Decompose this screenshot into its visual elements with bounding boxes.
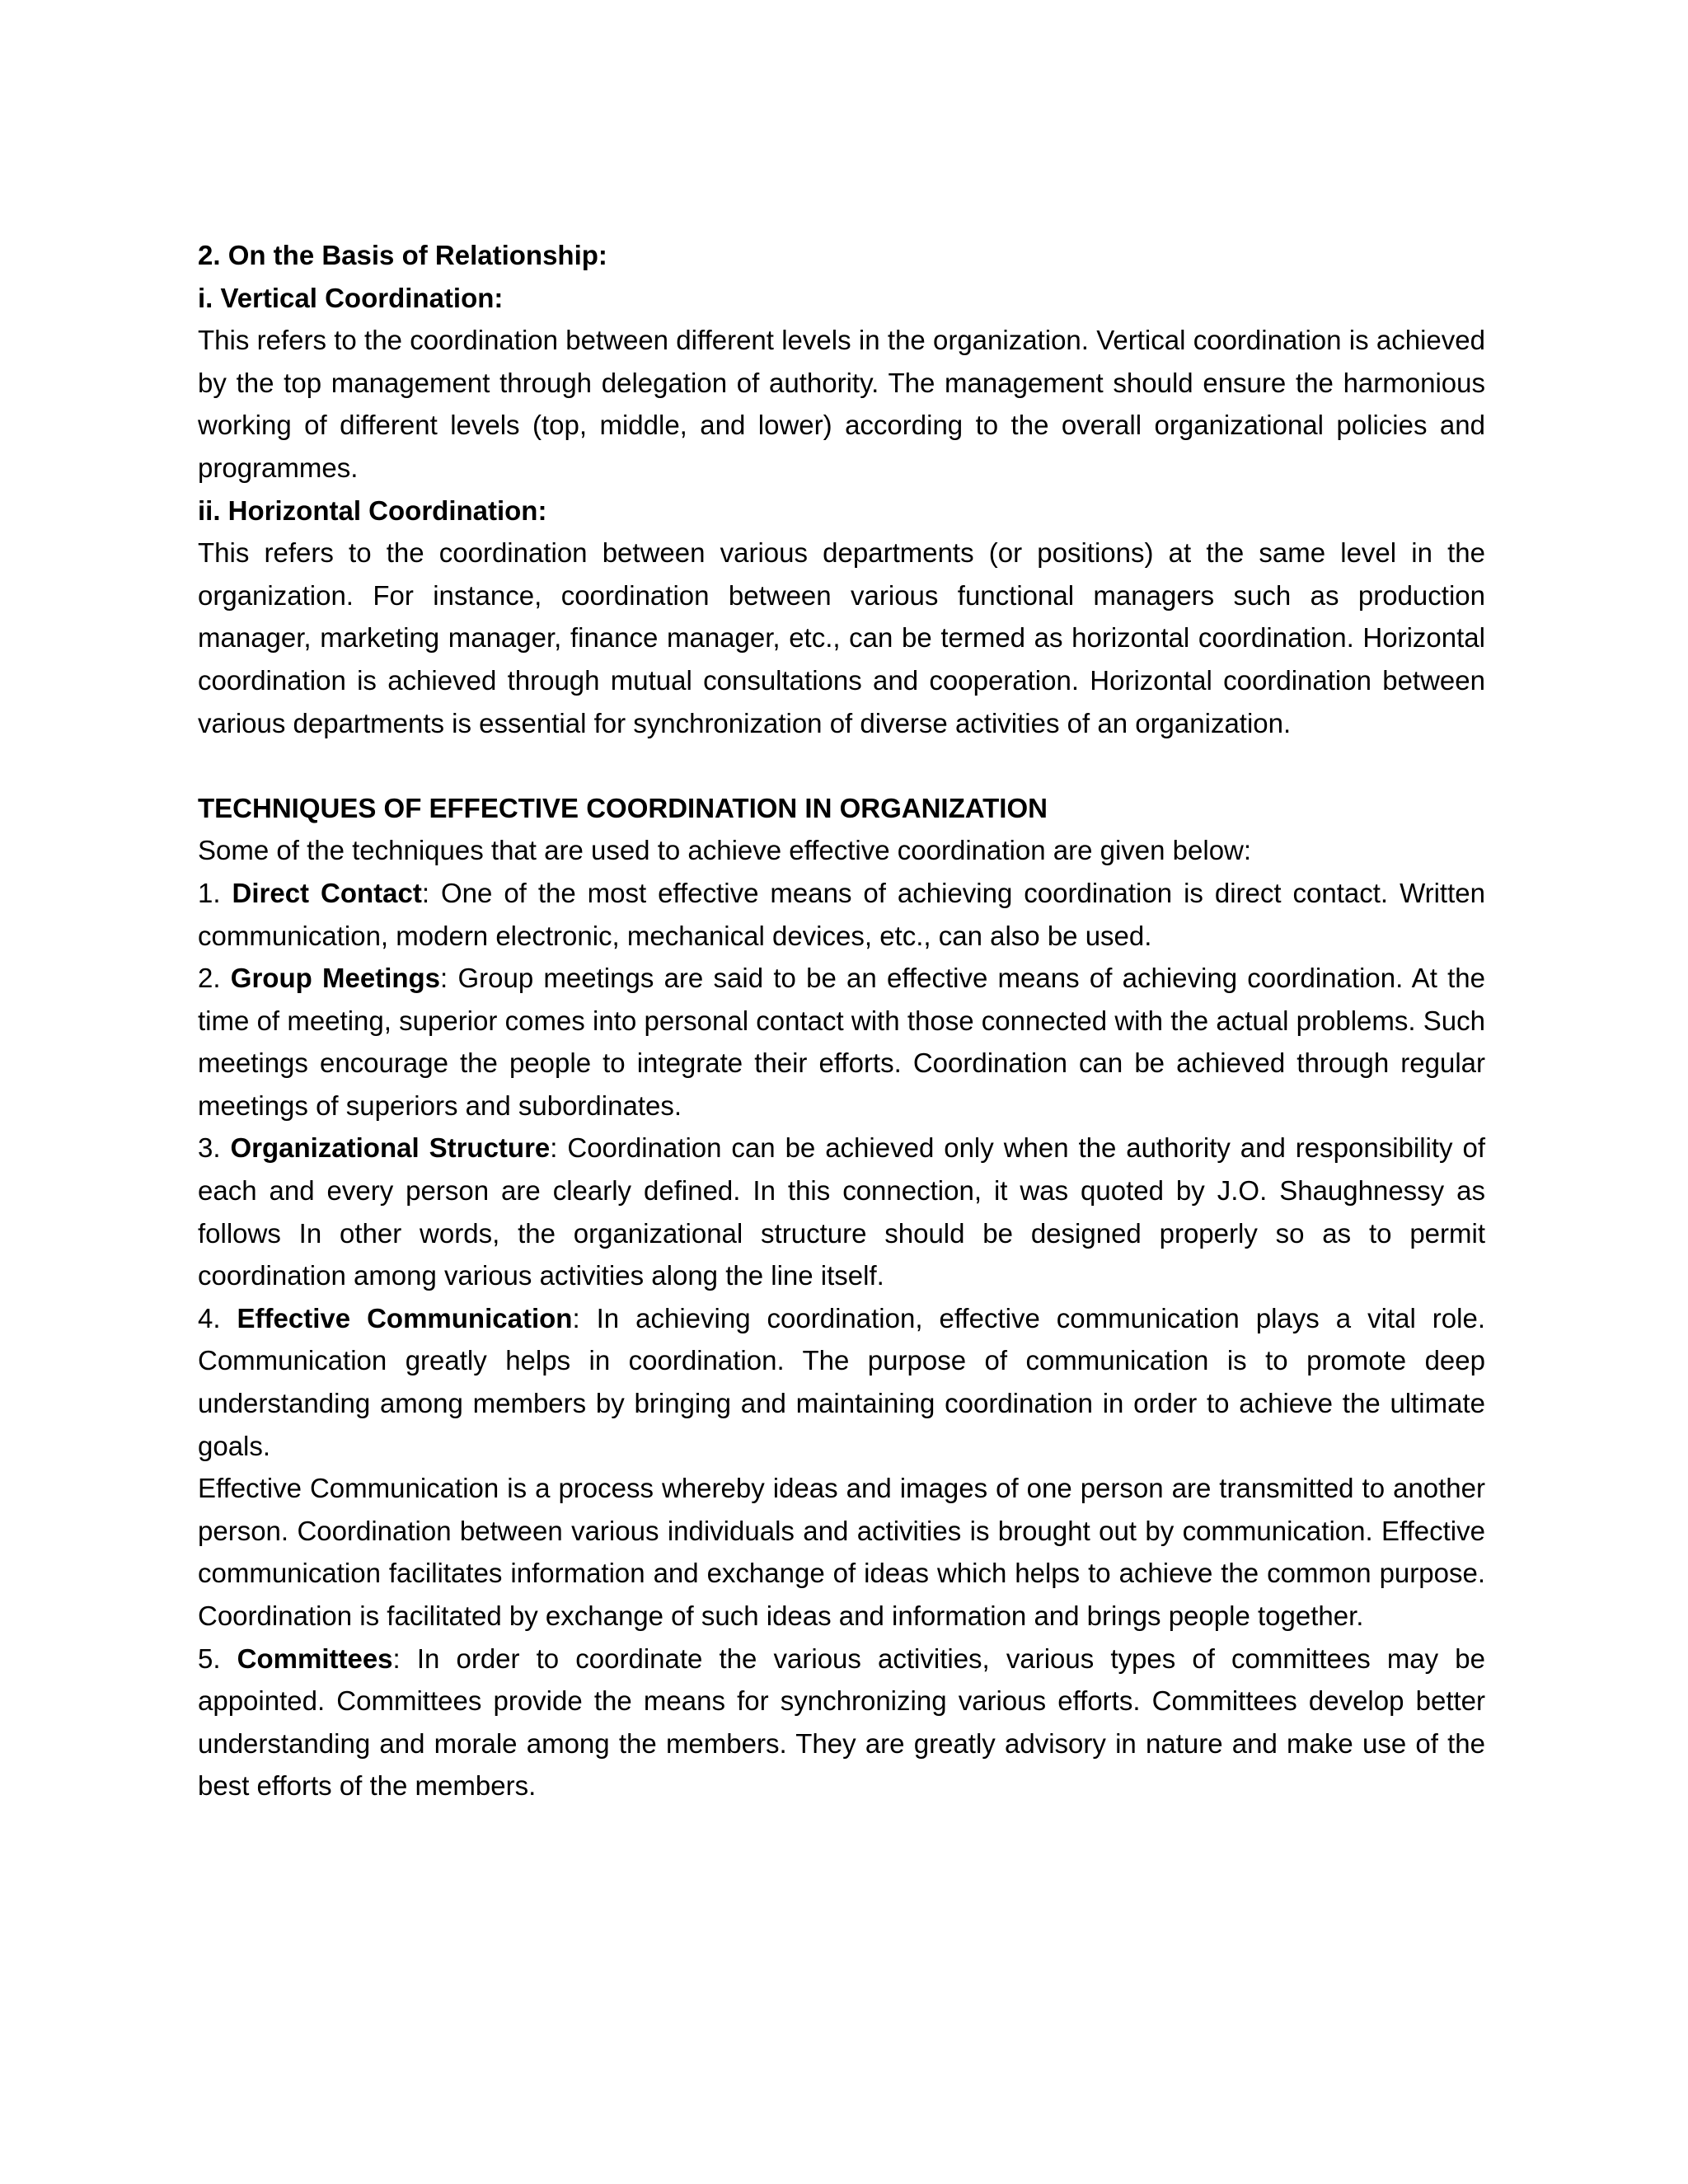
- paragraph-horizontal-coordination: This refers to the coordination between various departments (or positions) at the same level in the organization. For instance, coordination between various functional managers such as production manager, marketing manager, finance manager, etc., can be termed as horizontal coordination. Horizontal coordination is achieved through mutual consultations and cooperation. Horizontal coordination between various departments is essential for synchronization of diverse activities of an organization.: [198, 537, 1485, 738]
- item-number: 4.: [198, 1302, 237, 1333]
- item-text: : Coordination can be achieved only when the authority and responsibility of each and every person are clearly defined. In this connection, it was quoted by J.O. Shaughnessy as follows In other words, the organizational structure should be designed properly so as to permit coordination among various activities along the line itself.: [198, 1132, 1485, 1291]
- subheading-vertical-coordination: i. Vertical Coordination:: [198, 282, 504, 313]
- item-text: : In order to coordinate the various activities, various types of committees may be appointed. Committees provide the means for synchronizing various efforts. Committees develop better understanding and morale among the members. They are greatly advisory in nature and make use of the best efforts of the members.: [198, 1643, 1485, 1802]
- blank-line: [198, 744, 1485, 787]
- item-text: : In achieving coordination, effective communication plays a vital role. Communication greatly helps in coordination. The purpose of communication is to promote deep understanding among members by bringing and maintaining coordination in order to achieve the ultimate goals.: [198, 1302, 1485, 1461]
- item-term: Direct Contact: [232, 877, 422, 908]
- techniques-intro: Some of the techniques that are used to achieve effective coordination are given below:: [198, 835, 1252, 866]
- technique-item-group-meetings: [198, 957, 1485, 1127]
- item-number: 5.: [198, 1643, 237, 1674]
- document-page: [198, 234, 1485, 1807]
- item-term: Group Meetings: [230, 963, 441, 994]
- section-heading-techniques: TECHNIQUES OF EFFECTIVE COORDINATION IN ORGANIZATION: [198, 792, 1048, 823]
- paragraph-vertical-coordination: This refers to the coordination between different levels in the organization. Vertical coordination is achieved by the top management through delegation of authority. The management should ensure the harmonious working of different levels (top, middle, and lower) according to the overall organizational policies and programmes.: [198, 325, 1485, 483]
- item-term: Organizational Structure: [230, 1132, 551, 1164]
- item-term: Effective Communication: [237, 1302, 573, 1333]
- section-heading-relationship: 2. On the Basis of Relationship:: [198, 240, 607, 270]
- technique-item-direct-contact: [198, 872, 1485, 957]
- item-number: 2.: [198, 963, 231, 994]
- technique-item-committees: [198, 1638, 1485, 1807]
- item-text: : Group meetings are said to be an effective means of achieving coordination. At the time of meeting, superior comes into personal contact with those connected with the actual problems. Such meetings encourage the people to integrate their efforts. Coordination can be achieved through regular meetings of superiors and subordinates.: [198, 963, 1485, 1121]
- subheading-horizontal-coordination: ii. Horizontal Coordination:: [198, 494, 547, 526]
- technique-item-effective-communication: [198, 1297, 1485, 1467]
- item-text: : One of the most effective means of achieving coordination is direct contact. Written communication, modern electronic, mechanical devices, etc., can also be used.: [198, 877, 1485, 951]
- item-number: 3.: [198, 1132, 231, 1164]
- technique-item-organizational-structure: [198, 1127, 1485, 1296]
- item-number: 1.: [198, 877, 232, 908]
- item-term: Committees: [237, 1643, 393, 1674]
- paragraph-communication-note: Effective Communication is a process whereby ideas and images of one person are transmitted to another person. Coordination between various individuals and activities is brought out by communication. Effective communication facilitates information and exchange of ideas which helps to achieve the common purpose. Coordination is facilitated by exchange of such ideas and information and brings people together.: [198, 1473, 1485, 1631]
